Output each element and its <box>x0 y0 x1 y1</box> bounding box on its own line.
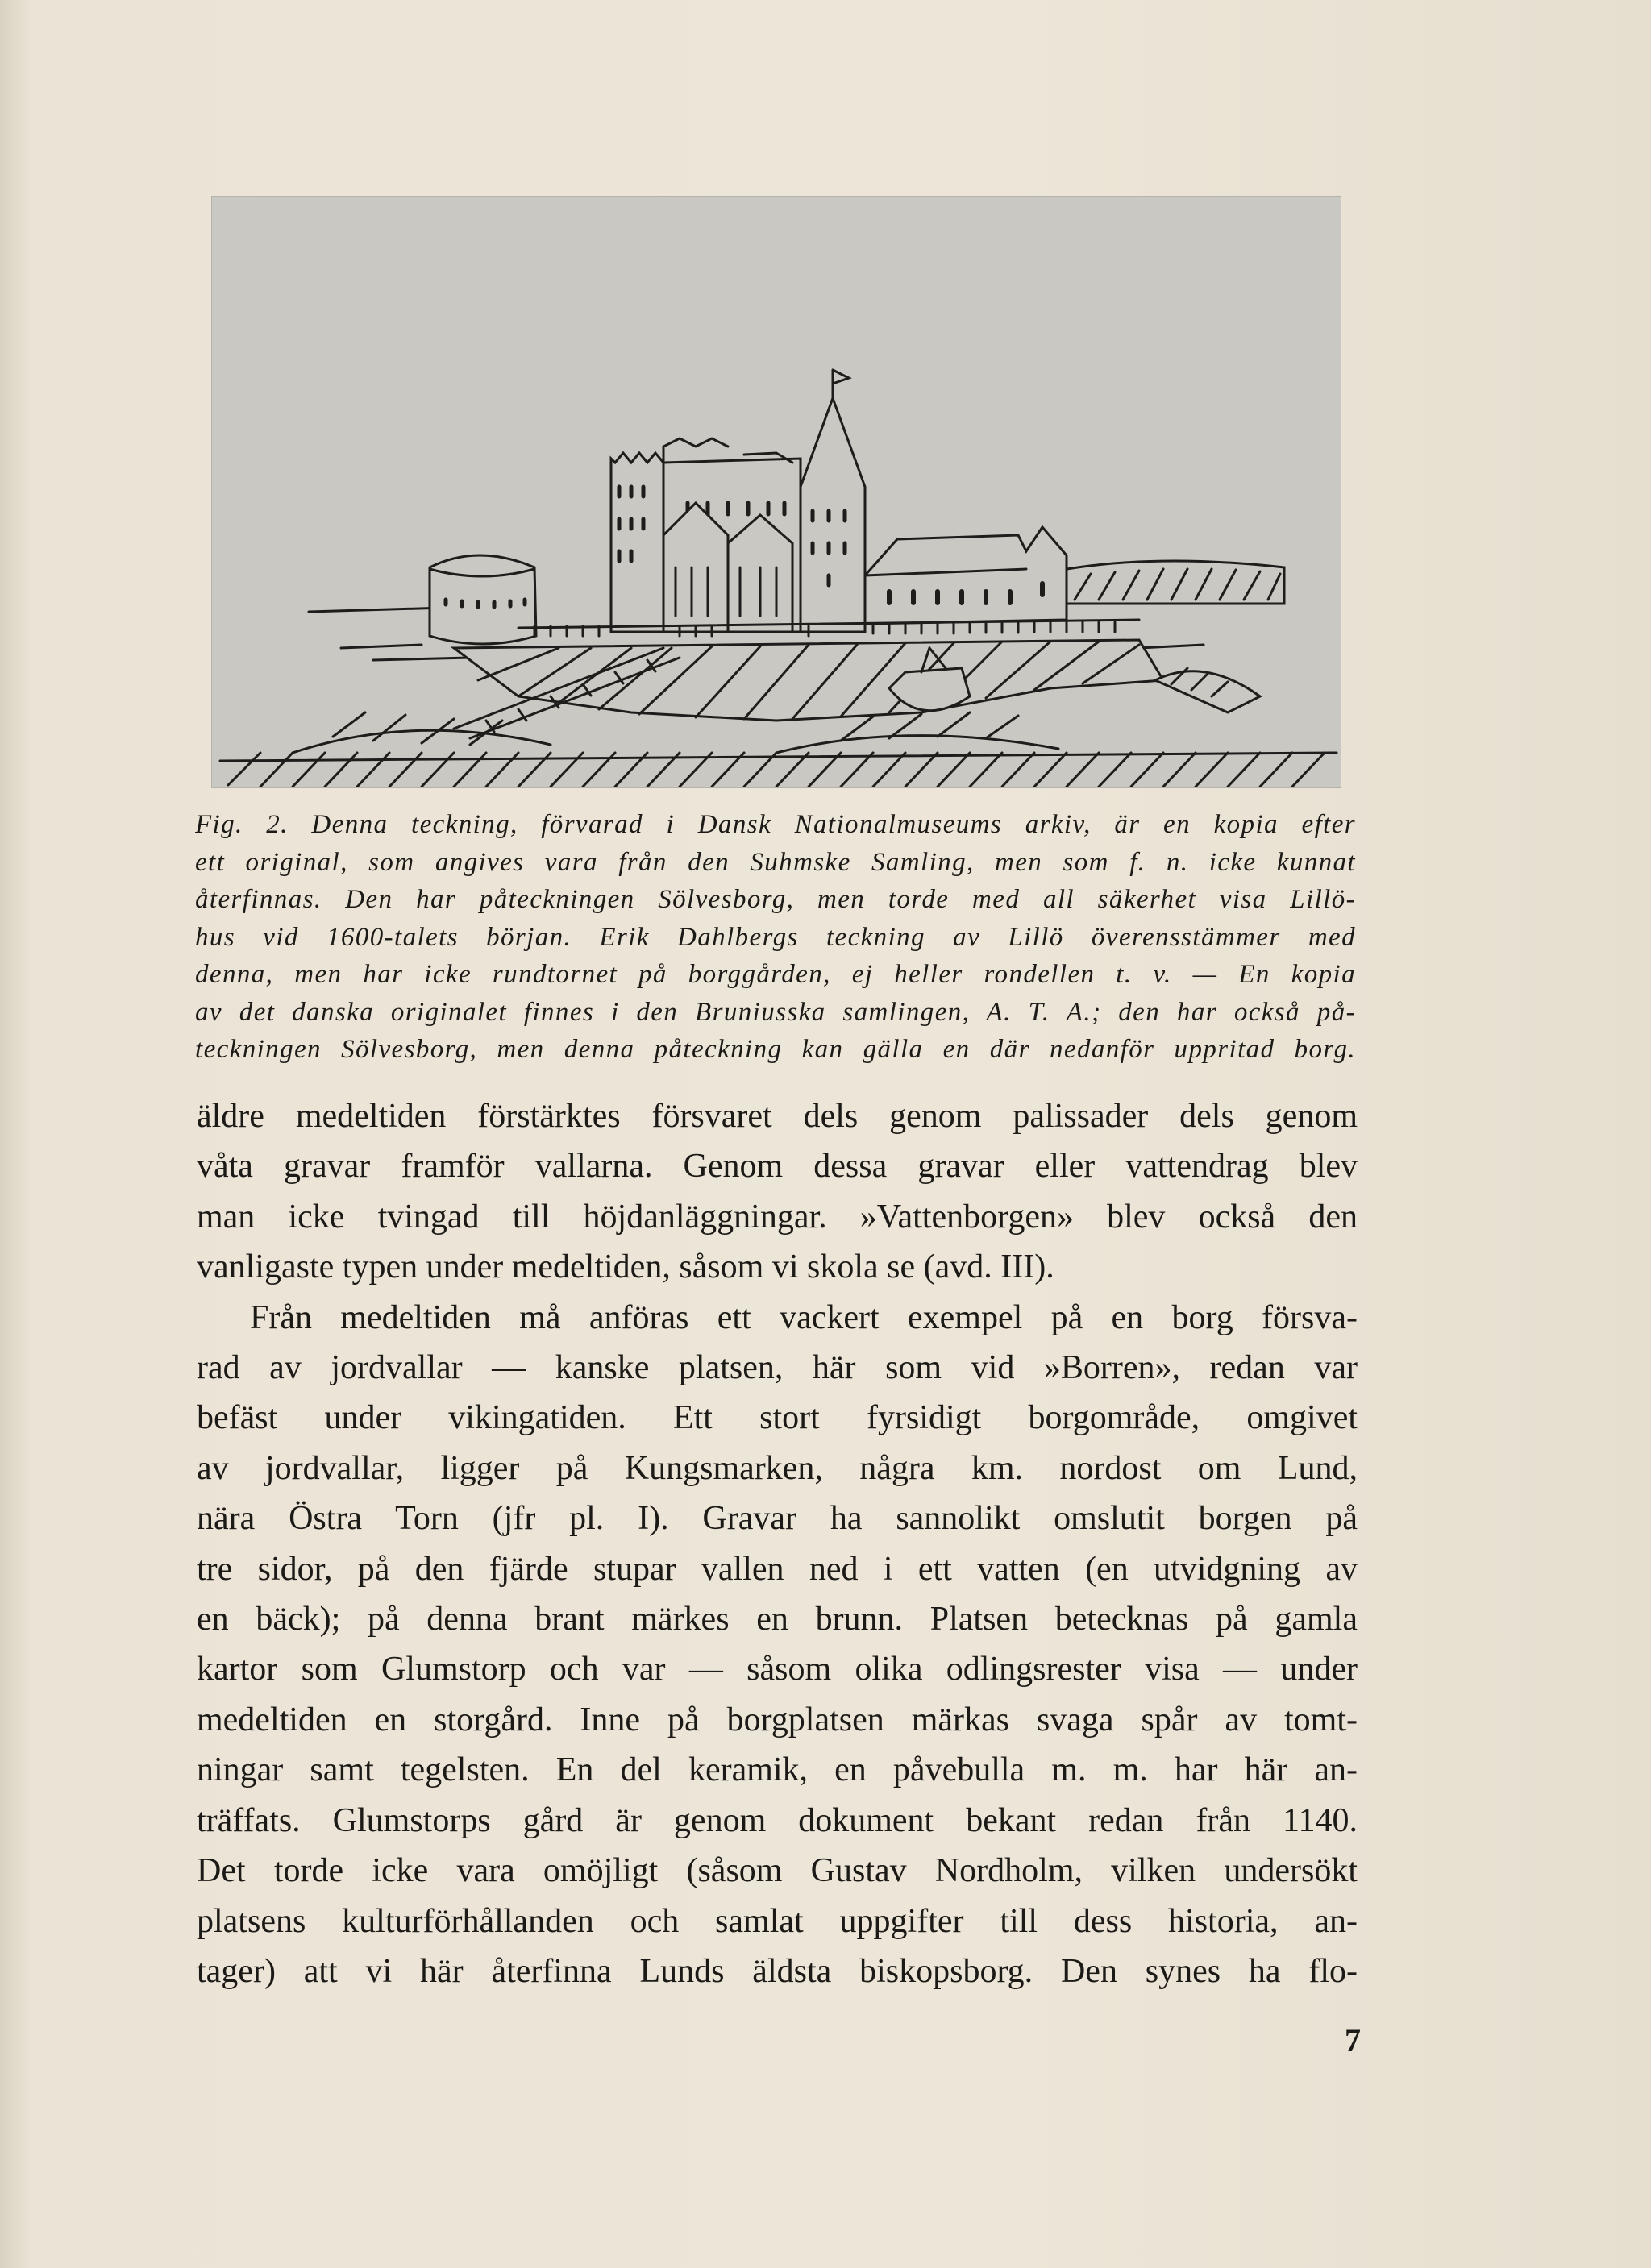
caption-line: teckningen Sölvesborg, men denna påteckning kan gälla en där nedanför uppritad borg. <box>195 1035 1356 1064</box>
body-line: träffats. Glumstorps gård är genom dokument bekant redan från 1140. <box>197 1801 1358 1839</box>
body-line: man icke tvingad till höjdanläggningar. »Vattenborgen» blev också den <box>197 1198 1358 1236</box>
body-line: av jordvallar, ligger på Kungsmarken, några km. nordost om Lund, <box>197 1449 1358 1487</box>
body-line: en bäck); på denna brant märkes en brunn. Platsen betecknas på gamla <box>197 1601 1358 1639</box>
castle-drawing-image <box>212 197 1341 787</box>
body-line: rad av jordvallar — kanske platsen, här som vid »Borren», redan var <box>197 1349 1358 1387</box>
body-line: vanligaste typen under medeltiden, såsom vi skola se (avd. III). <box>197 1248 1054 1286</box>
body-line: äldre medeltiden förstärktes försvaret dels genom palissader dels genom <box>197 1098 1358 1135</box>
caption-line: Fig. 2. Denna teckning, förvarad i Dansk Nationalmuseums arkiv, är en kopia efter <box>195 810 1356 839</box>
body-line: ningar samt tegelsten. En del keramik, en påvebulla m. m. har här an- <box>197 1751 1358 1789</box>
caption-line: denna, men har icke rundtornet på borggården, ej heller rondellen t. v. — En kopia <box>195 960 1356 989</box>
body-line: platsens kulturförhållanden och samlat uppgifter till dess historia, an- <box>197 1902 1358 1940</box>
body-line: våta gravar framför vallarna. Genom dessa gravar eller vattendrag blev <box>197 1148 1358 1186</box>
body-text <box>197 1091 1358 1996</box>
caption-line: ett original, som angives vara från den Suhmske Samling, men som f. n. icke kunnat <box>195 847 1356 877</box>
body-line: tre sidor, på den fjärde stupar vallen ned i ett vatten (en utvidgning av <box>197 1550 1358 1588</box>
figure-caption <box>195 806 1356 1069</box>
body-line: Från medeltiden må anföras ett vackert exempel på en borg försva- <box>250 1298 1358 1336</box>
body-line: Det torde icke vara omöjligt (såsom Gustav Nordholm, vilken undersökt <box>197 1852 1358 1890</box>
caption-line: återfinnas. Den har påteckningen Sölvesborg, men torde med all säkerhet visa Lillö- <box>195 885 1356 914</box>
body-line: tager) att vi här återfinna Lunds äldsta biskopsborg. Den synes ha flo- <box>197 1952 1358 1990</box>
body-line: medeltiden en storgård. Inne på borgplatsen märkas svaga spår av tomt- <box>197 1701 1358 1738</box>
caption-line: av det danska originalet finnes i den Bruniusska samlingen, A. T. A.; den har också på- <box>195 997 1356 1027</box>
page-number: 7 <box>1345 2022 1361 2058</box>
body-line: befäst under vikingatiden. Ett stort fyrsidigt borgområde, omgivet <box>197 1399 1358 1437</box>
body-line: nära Östra Torn (jfr pl. I). Gravar ha sannolikt omslutit borgen på <box>197 1500 1358 1538</box>
body-line: kartor som Glumstorp och var — såsom olika odlingsrester visa — under <box>197 1651 1358 1689</box>
caption-line: hus vid 1600-talets början. Erik Dahlbergs teckning av Lillö överensstämmer med <box>195 922 1356 952</box>
castle-illustration <box>211 196 1341 788</box>
